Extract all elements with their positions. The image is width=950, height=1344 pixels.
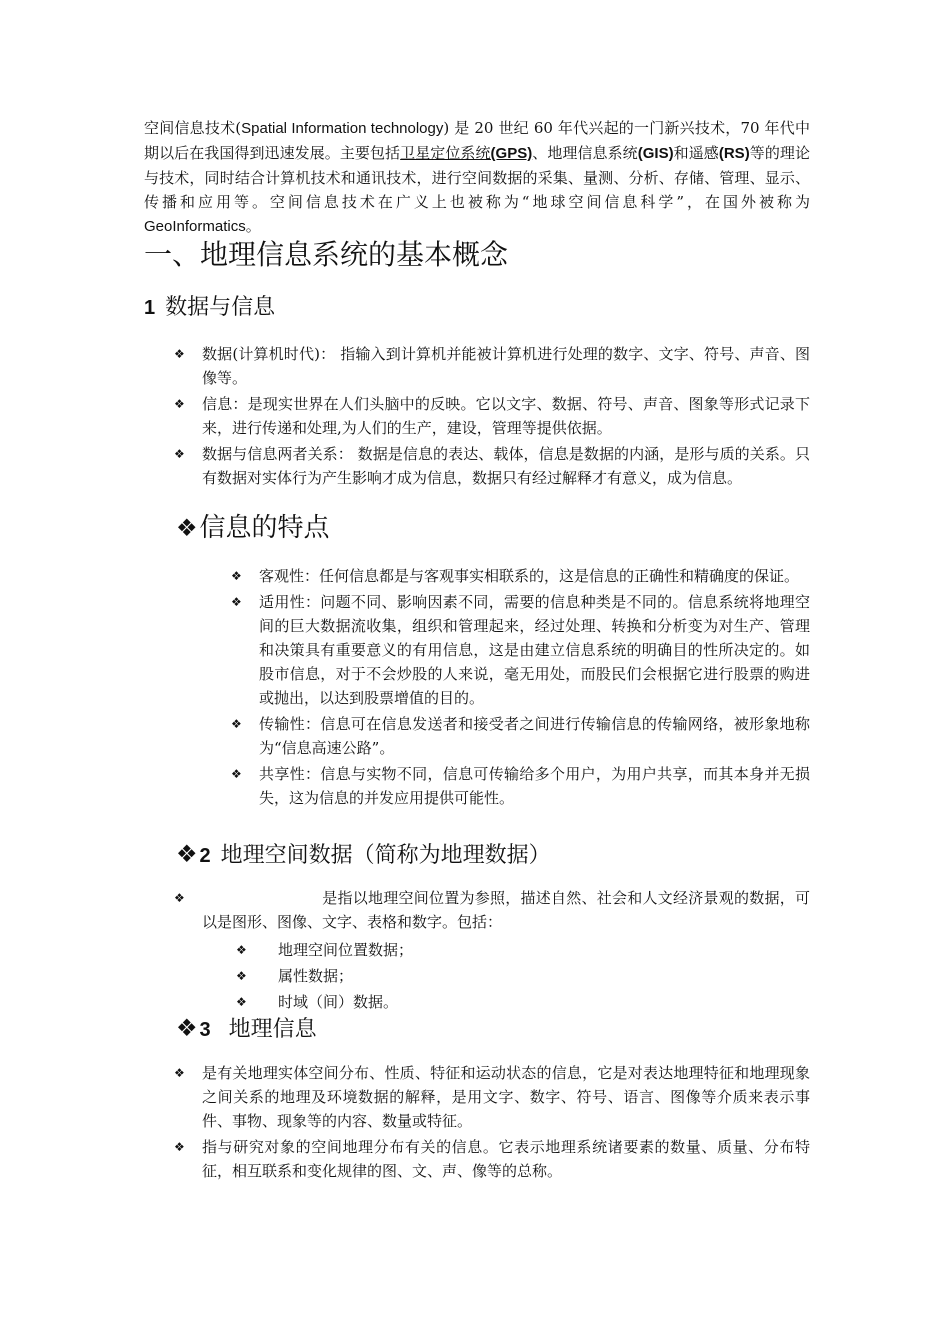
intro-paragraph [144,116,810,239]
intro-english-term: Spatial Information technology [241,120,444,137]
section3-heading [176,1012,317,1046]
list-item-text: 地理空间位置数据； [278,941,414,959]
list-item [231,762,810,810]
list-item [174,1135,810,1183]
diamond-bullet-icon: ❖ [174,447,185,461]
list-item [231,564,810,588]
diamond-bullet-icon: ❖ [231,569,242,583]
intro-text: 。 [245,217,261,235]
list-item-text: 是指以地理空间位置为参照，描述自然、社会和人文经济景观的数据，可以是图形、图像、文字、表格和数字。包括： [202,889,810,931]
intro-text: 等的理论与技术，同时结合计算机技术和通讯技术，进行空间数据的采集、量测、分析、存储、管理、显示、传播和应用等。空间信息技术在广义上也被称为“地球空间信息科学”，在国外被称为 [144,144,810,211]
list-item [174,886,810,934]
list-item-text: 传输性：信息可在信息发送者和接受者之间进行传输信息的传输网络，被形象地称为“信息高速公路”。 [259,715,810,757]
list-item-text: 是有关地理实体空间分布、性质、特征和运动状态的信息，它是对表达地理特征和地理现象之间关系的地理及环境数据的解释，是用文字、数字、符号、语言、图像等介质来表示事件、事物、现象等的内容、数量或特征。 [202,1064,810,1130]
section3-title: 地理信息 [228,1017,317,1042]
list-item [231,712,810,760]
list-item [231,590,810,710]
section1-list [174,342,810,492]
list-item-text: 信息：是现实世界在人们头脑中的反映。它以文字、数据、符号、声音、图象等形式记录下来，进行传递和处理,为人们的生产，建设，管理等提供依据。 [202,395,810,437]
diamond-bullet-icon: ❖ [231,717,242,731]
list-item-text: 适用性：问题不同、影响因素不同，需要的信息种类是不同的。信息系统将地理空间的巨大数据流收集，组织和管理起来，经过处理、转换和分析变为对生产、管理和决策具有重要意义的有用信息，这是由建立信息系统的明确目的性所决定的。如股市信息，对于不会炒股的人来说，毫无用处，而股民们会根据它进行股票的购进或抛出，以达到股票增值的目的。 [259,593,810,707]
list-item-text: 指与研究对象的空间地理分布有关的信息。它表示地理系统诸要素的数量、质量、分布特征，相互联系和变化规律的图、文、声、像等的总称。 [202,1138,810,1180]
gps-abbr: (GPS) [490,145,533,162]
gps-term: 卫星定位系统 [400,144,491,162]
section2-heading [176,838,551,872]
section1-number: 1 [144,297,156,319]
section1-heading [144,292,275,324]
diamond-bullet-icon: ❖ [176,514,198,542]
diamond-bullet-icon: ❖ [176,1014,198,1042]
list-item [174,1061,810,1133]
features-heading [176,510,330,546]
intro-text: 和遥感 [673,144,719,162]
section2-sublist [236,938,810,1016]
gps-underlined [400,144,532,162]
list-item-text: 时域（间）数据。 [278,993,399,1011]
intro-text: 空间信息技术( [144,119,242,137]
section3-number: 3 [199,1019,211,1041]
diamond-bullet-icon: ❖ [176,840,198,868]
diamond-bullet-icon: ❖ [236,995,247,1009]
list-item-text: 属性数据； [278,967,354,985]
list-item [236,990,810,1014]
section2-number: 2 [199,845,211,867]
intro-text: ) 是 20 世纪 60 年代兴起的一门新兴技术，70 年代中期以后在我国得到迅速发展。主要包括 [144,119,810,162]
list-item-text: 客观性：任何信息都是与客观事实相联系的，这是信息的正确性和精确度的保证。 [259,567,800,585]
section2-list [174,886,810,936]
list-item-text: 数据(计算机时代)： 指输入到计算机并能被计算机进行处理的数字、文字、符号、声音、图像等。 [202,345,810,387]
diamond-bullet-icon: ❖ [236,969,247,983]
features-list [231,564,810,812]
section2-title: 地理空间数据（简称为地理数据） [220,843,551,868]
list-item-text: 数据与信息两者关系： 数据是信息的表达、载体，信息是数据的内涵，是形与质的关系。只有数据对实体行为产生影响才成为信息，数据只有经过解释才有意义，成为信息。 [202,445,810,487]
intro-text: 、地理信息系统 [532,144,638,162]
list-item [236,938,810,962]
list-item [236,964,810,988]
gis-abbr: (GIS) [637,145,674,162]
main-heading: 一、地理信息系统的基本概念 [144,238,509,271]
diamond-bullet-icon: ❖ [174,347,185,361]
list-item [174,442,810,490]
geoinformatics-term: GeoInformatics [144,218,246,235]
diamond-bullet-icon: ❖ [236,943,247,957]
section3-list [174,1061,810,1185]
diamond-bullet-icon: ❖ [174,1140,185,1154]
features-title: 信息的特点 [199,513,330,543]
rs-abbr: (RS) [718,145,750,162]
list-item [174,392,810,440]
list-item [174,342,810,390]
section1-title: 数据与信息 [165,295,276,320]
diamond-bullet-icon: ❖ [174,891,185,905]
diamond-bullet-icon: ❖ [174,1066,185,1080]
diamond-bullet-icon: ❖ [231,767,242,781]
list-item-text: 共享性：信息与实物不同，信息可传输给多个用户，为用户共享，而其本身并无损失，这为信息的并发应用提供可能性。 [259,765,810,807]
diamond-bullet-icon: ❖ [231,595,242,609]
diamond-bullet-icon: ❖ [174,397,185,411]
